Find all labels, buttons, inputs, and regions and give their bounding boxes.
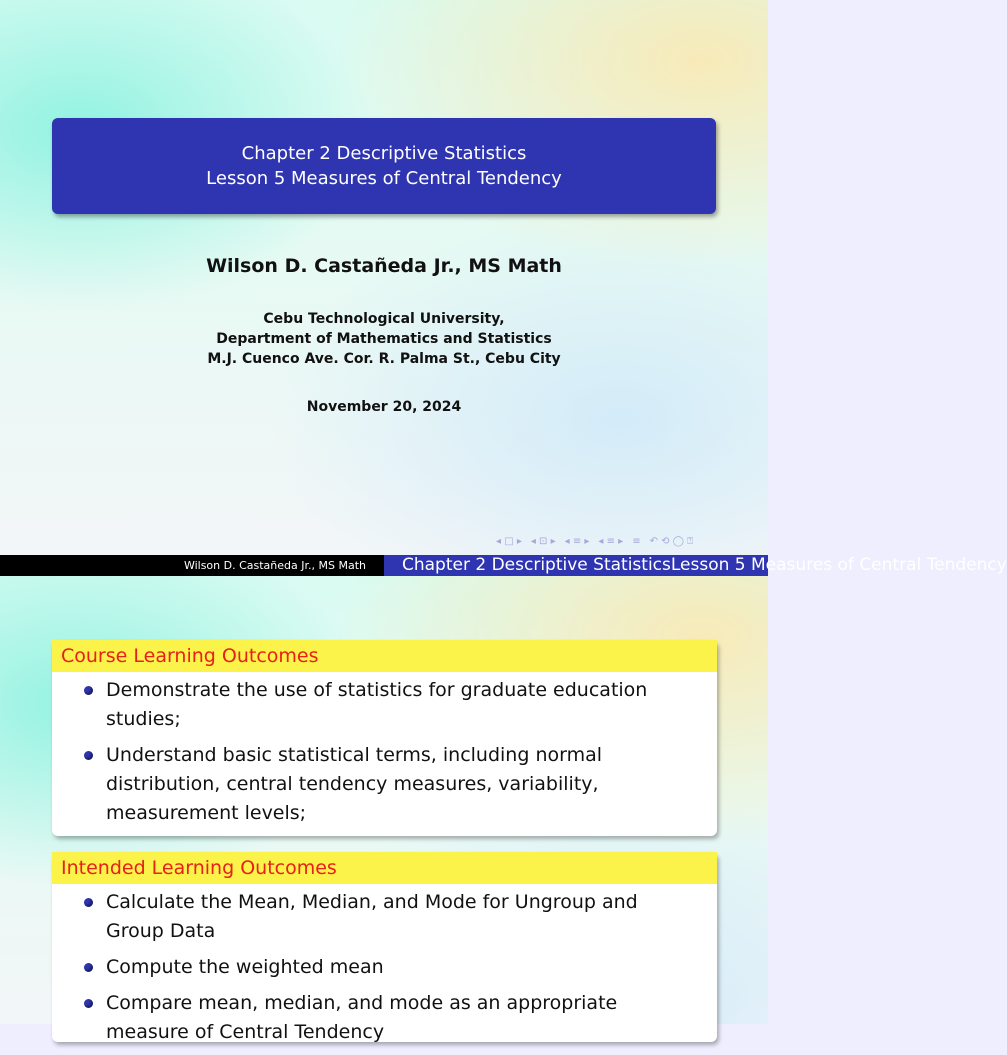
bullet-icon (84, 686, 93, 695)
title-box (52, 118, 716, 214)
title-slide (0, 0, 768, 555)
course-outcomes-list (52, 672, 717, 836)
footer-title: Chapter 2 Descriptive StatisticsLesson 5 Measures of Central Tendency (384, 555, 768, 576)
list-item (84, 989, 697, 1047)
institution-line-1: Cebu Technological University, (263, 311, 505, 327)
list-item-text: Demonstrate the use of statistics for graduate education studies; (106, 679, 648, 730)
course-outcomes-title: Course Learning Outcomes (52, 640, 717, 672)
nav-document-icon[interactable]: ◂ ≡ ▸ (598, 536, 624, 547)
title-line-2: Lesson 5 Measures of Central Tendency (206, 168, 562, 189)
bullet-icon (84, 999, 93, 1008)
list-item (84, 676, 697, 734)
intended-outcomes-block (52, 852, 717, 1042)
list-item-text: Compute the weighted mean (106, 956, 384, 978)
bullet-icon (84, 751, 93, 760)
beamer-navigation-bar[interactable] (496, 536, 768, 550)
author-name: Wilson D. Castañeda Jr., MS Math (206, 255, 562, 277)
institution-line-2: Department of Mathematics and Statistics (216, 331, 552, 347)
nav-outline-icon[interactable]: ≡ (632, 536, 641, 547)
outcomes-slide (0, 576, 768, 1043)
bullet-icon (84, 898, 93, 907)
list-item (84, 953, 697, 982)
bullet-icon (84, 963, 93, 972)
list-item (84, 741, 697, 828)
list-item (84, 888, 697, 946)
intended-outcomes-title: Intended Learning Outcomes (52, 852, 717, 884)
slide-footer (0, 555, 1007, 576)
presentation-date: November 20, 2024 (306, 399, 462, 415)
course-outcomes-block (52, 640, 717, 836)
institution-line-3: M.J. Cuenco Ave. Cor. R. Palma St., Cebu City (207, 351, 561, 367)
list-item-text: Calculate the Mean, Median, and Mode for Ungroup and Group Data (106, 891, 638, 942)
list-item-text: Compare mean, median, and mode as an appropriate measure of Central Tendency (106, 992, 618, 1043)
nav-section-icon[interactable]: ◂ ≡ ▸ (564, 536, 590, 547)
list-item-text: Understand basic statistical terms, including normal distribution, central tendency measures, variability, measurement levels; (106, 744, 603, 824)
nav-frame-icon[interactable]: ◂ □ ▸ (496, 536, 522, 547)
nav-subsection-icon[interactable]: ◂ ⊡ ▸ (530, 536, 556, 547)
nav-search-icon[interactable]: ↶ ⟲ ◯ ⍰ (649, 536, 694, 547)
title-line-1: Chapter 2 Descriptive Statistics (241, 143, 527, 164)
footer-author: Wilson D. Castañeda Jr., MS Math (183, 559, 366, 572)
intended-outcomes-list (52, 884, 717, 1055)
